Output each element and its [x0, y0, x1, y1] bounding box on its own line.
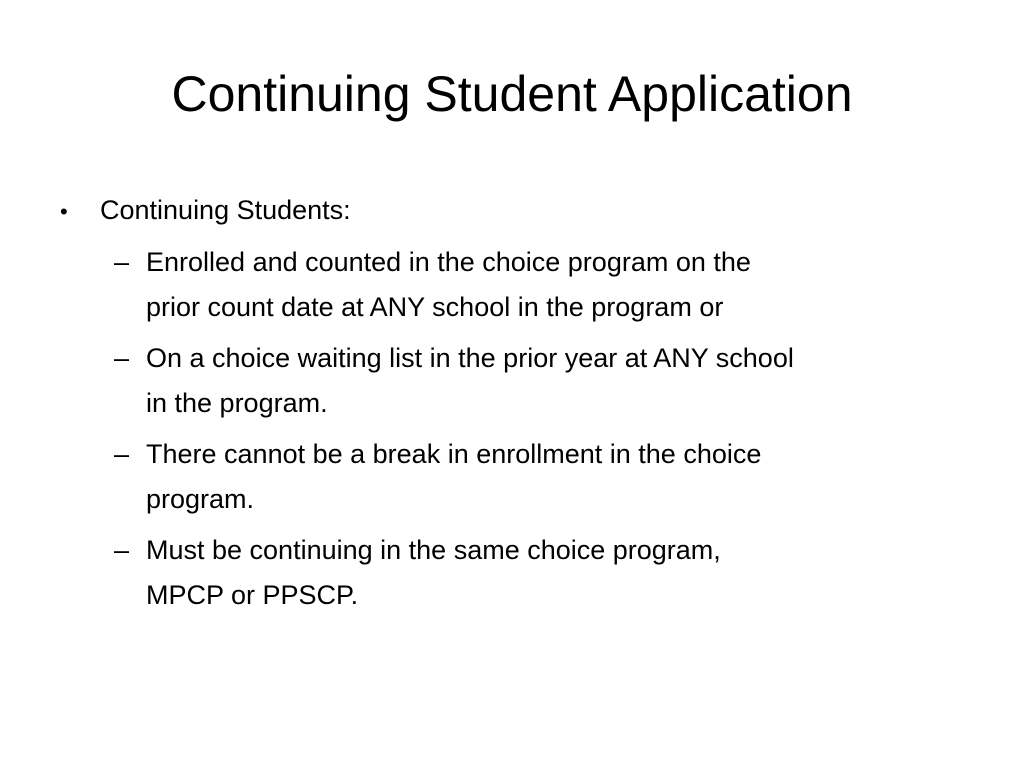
sub-bullet-item: [114, 336, 994, 426]
sub-bullet-line: program.: [146, 484, 255, 514]
sub-bullet-line: MPCP or PPSCP.: [146, 580, 359, 610]
bullet-item: [60, 188, 351, 234]
dash-marker: –: [114, 343, 130, 373]
sub-bullet-line: On a choice waiting list in the prior year at ANY school: [146, 343, 794, 373]
sub-bullet-item: [114, 240, 994, 330]
dash-marker: –: [114, 247, 130, 277]
sub-bullet-line: in the program.: [146, 388, 328, 418]
sub-bullet-item: [114, 432, 994, 522]
sub-bullet-line: There cannot be a break in enrollment in the choice: [146, 439, 762, 469]
dash-marker: –: [114, 535, 130, 565]
bullet-text: Continuing Students:: [100, 195, 351, 225]
dash-marker: –: [114, 439, 130, 469]
sub-bullet-list: [114, 240, 994, 624]
sub-bullet-line: Enrolled and counted in the choice program on the: [146, 247, 751, 277]
sub-bullet-line: Must be continuing in the same choice program,: [146, 535, 721, 565]
sub-bullet-item: [114, 528, 994, 618]
sub-bullet-line: prior count date at ANY school in the program or: [146, 292, 724, 322]
bullet-marker: •: [60, 199, 68, 224]
slide-title: Continuing Student Application: [171, 66, 853, 122]
